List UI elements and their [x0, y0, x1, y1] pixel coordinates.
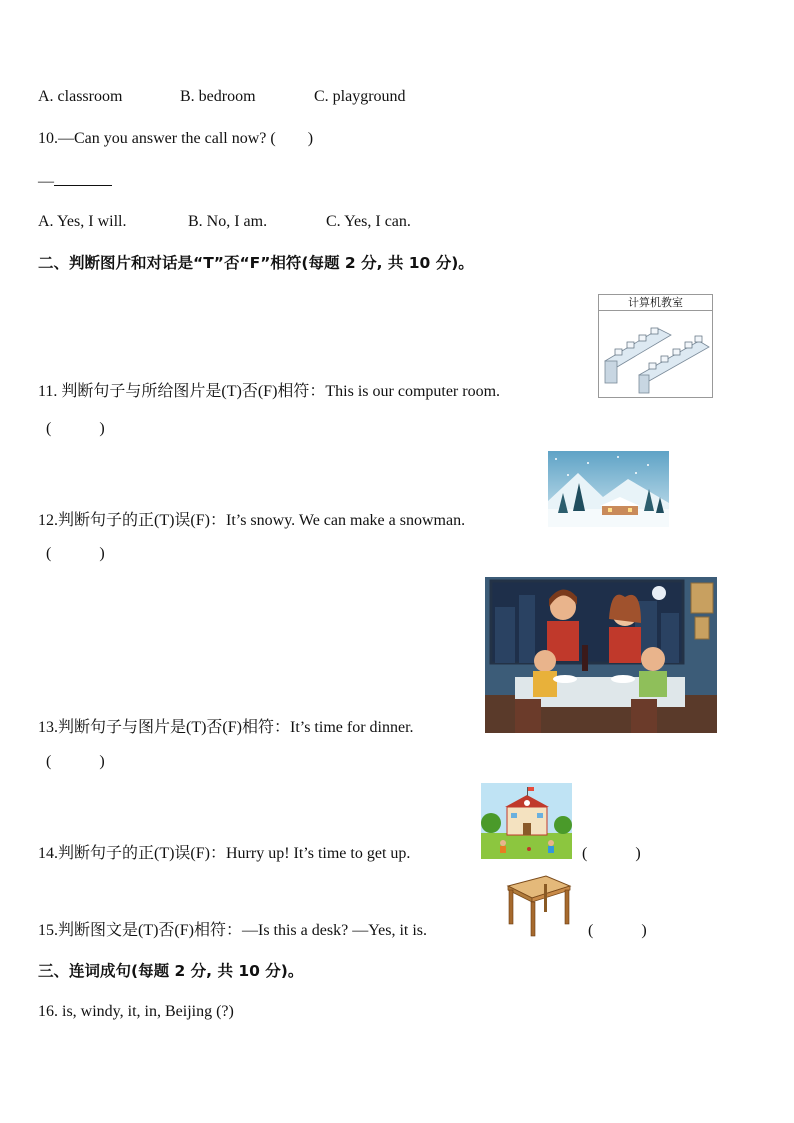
q10-dash: — [38, 173, 54, 190]
snowy-scene-image [548, 451, 669, 527]
image-label: 计算机教室 [599, 295, 712, 311]
answer-blank [54, 171, 112, 186]
q16-text: 16. is, windy, it, in, Beijing (?) [38, 1003, 234, 1020]
q11-answer-paren: ( ) [46, 420, 105, 437]
q9-option-c: C. playground [314, 88, 406, 105]
q10-stem: 10.—Can you answer the call now? ( ) [38, 130, 314, 147]
q10-option-b: B. No, I am. [188, 213, 268, 230]
family-dinner-illustration [485, 577, 717, 733]
q12-answer-paren: ( ) [46, 545, 105, 562]
school-image [481, 783, 572, 859]
desk-image [500, 872, 572, 938]
q10-option-a: A. Yes, I will. [38, 213, 127, 230]
q11-text: 11. 判断句子与所给图片是(T)否(F)相符：This is our computer room. [38, 383, 501, 400]
q12-text: 12.判断句子的正(T)误(F)：It’s snowy. We can make a snowman. [38, 512, 466, 529]
computer-room-image [598, 294, 713, 398]
q14-answer-paren: ( ) [582, 845, 641, 862]
q13-text: 13.判断句子与图片是(T)否(F)相符：It’s time for dinner. [38, 719, 414, 736]
snowy-landscape-illustration [548, 451, 669, 527]
q15-answer-paren: ( ) [588, 922, 647, 939]
q15-text: 15.判断图文是(T)否(F)相符：—Is this a desk? —Yes, it is. [38, 922, 428, 939]
q14-text: 14.判断句子的正(T)误(F)：Hurry up! It’s time to get up. [38, 845, 411, 862]
family-dinner-image [485, 577, 717, 733]
computer-desks-illustration [599, 311, 712, 397]
q13-answer-paren: ( ) [46, 753, 105, 770]
section2-heading: 二、判断图片和对话是“T”否“F”相符(每题 2 分, 共 10 分)。 [38, 254, 474, 272]
school-playground-illustration [481, 783, 572, 859]
q10-answer-line [38, 171, 112, 192]
section3-heading: 三、连词成句(每题 2 分, 共 10 分)。 [38, 962, 304, 980]
q9-option-a: A. classroom [38, 88, 123, 105]
q9-option-b: B. bedroom [180, 88, 256, 105]
wooden-desk-illustration [500, 872, 572, 938]
q10-option-c: C. Yes, I can. [326, 213, 411, 230]
